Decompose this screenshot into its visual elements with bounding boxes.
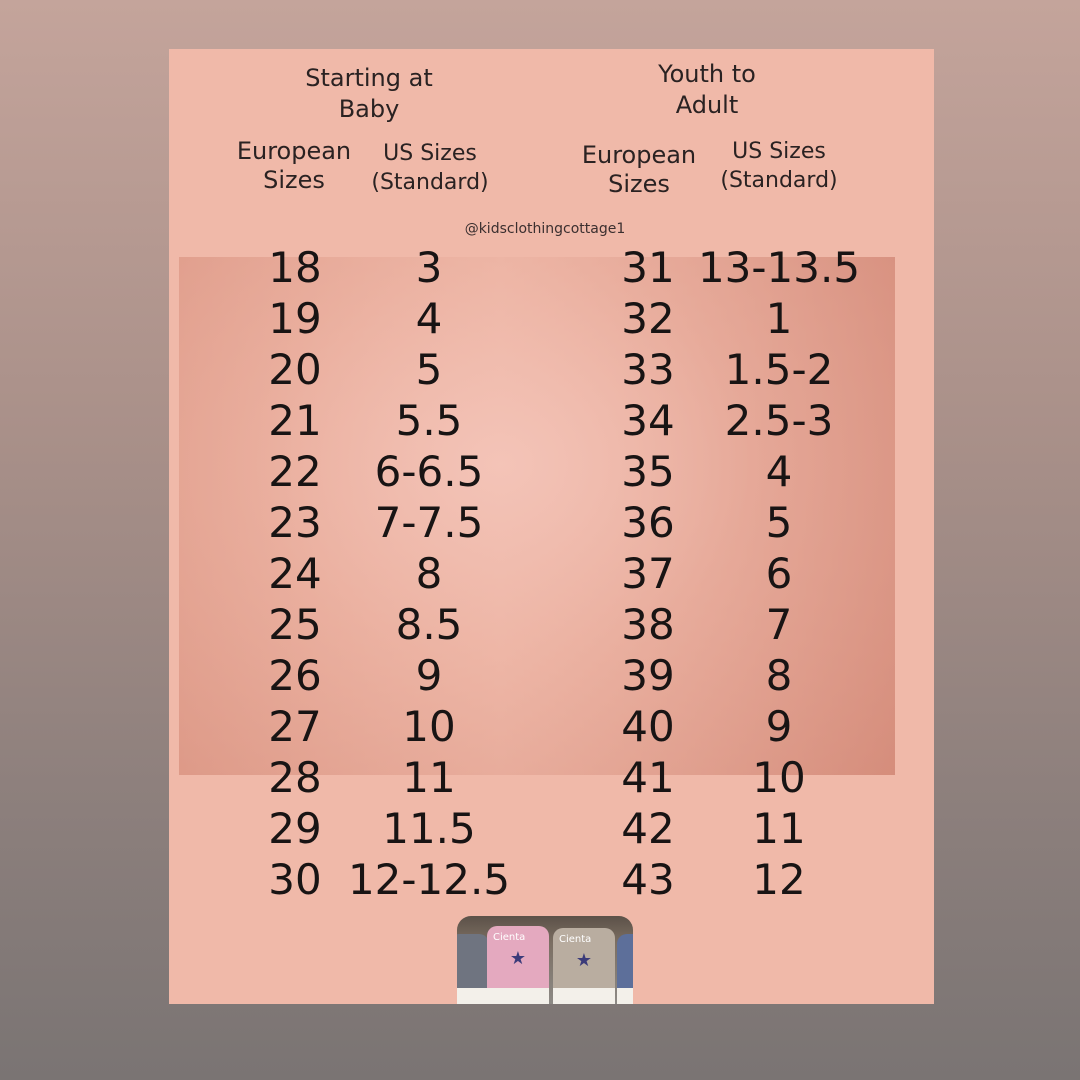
shoe-brand-label: Cienta <box>559 934 592 945</box>
left-us-col-header <box>355 139 505 197</box>
left-eu-size: 27 <box>268 702 322 751</box>
star-icon: ★ <box>509 948 527 969</box>
left-us-size: 11 <box>402 753 456 802</box>
left-us-size: 5 <box>415 345 443 394</box>
shoe-pink <box>487 926 549 1004</box>
left-us-size: 12-12.5 <box>347 855 511 904</box>
left-us-size: 9 <box>415 651 443 700</box>
shoe-sole <box>617 988 633 1004</box>
right-eu-col-header <box>569 141 709 199</box>
left-eu-size: 26 <box>268 651 322 700</box>
right-us-size: 13-13.5 <box>697 243 861 292</box>
star-icon: ★ <box>575 950 593 971</box>
left-eu-size: 18 <box>268 243 322 292</box>
left-us-size: 5.5 <box>395 396 463 445</box>
left-us-size: 3 <box>415 243 443 292</box>
left-eu-size: 23 <box>268 498 322 547</box>
right-eu-size: 40 <box>621 702 675 751</box>
left-us-size: 6-6.5 <box>374 447 484 496</box>
left-us-size: 8 <box>415 549 443 598</box>
right-us-size: 9 <box>765 702 793 751</box>
right-us-size: 1.5-2 <box>724 345 834 394</box>
right-eu-size: 41 <box>621 753 675 802</box>
shoe-brand-label: Cienta <box>493 932 526 943</box>
left-eu-size: 25 <box>268 600 322 649</box>
left-eu-size: 22 <box>268 447 322 496</box>
right-us-size: 5 <box>765 498 793 547</box>
right-us-header-line-2: (Standard) <box>720 168 838 193</box>
left-eu-size: 28 <box>268 753 322 802</box>
right-section-heading <box>627 59 787 121</box>
shoes-photo <box>457 916 633 1004</box>
right-eu-size: 33 <box>621 345 675 394</box>
right-heading-line-2: Adult <box>675 91 739 119</box>
left-us-size: 10 <box>402 702 456 751</box>
shoe-beige <box>553 928 615 1004</box>
right-us-header-line-1: US Sizes <box>732 139 826 164</box>
left-section-heading <box>279 63 459 125</box>
right-us-size: 4 <box>765 447 793 496</box>
left-heading-line-2: Baby <box>338 95 400 123</box>
right-eu-size: 38 <box>621 600 675 649</box>
right-us-size: 1 <box>765 294 793 343</box>
left-eu-size: 19 <box>268 294 322 343</box>
right-eu-header-line-2: Sizes <box>608 170 670 198</box>
shoe-grey <box>457 934 489 1004</box>
right-us-col-header <box>704 137 854 195</box>
right-us-size: 6 <box>765 549 793 598</box>
left-heading-line-1: Starting at <box>305 64 433 92</box>
right-us-size: 2.5-3 <box>724 396 834 445</box>
shoe-sole <box>553 988 615 1004</box>
right-us-size: 12 <box>752 855 806 904</box>
left-us-size: 8.5 <box>395 600 463 649</box>
right-eu-size: 37 <box>621 549 675 598</box>
right-eu-size: 39 <box>621 651 675 700</box>
size-chart-card <box>169 49 934 1004</box>
right-eu-size: 42 <box>621 804 675 853</box>
left-us-size: 11.5 <box>382 804 476 853</box>
left-us-header-line-2: (Standard) <box>371 170 489 195</box>
left-us-header-line-1: US Sizes <box>383 141 477 166</box>
left-us-size: 4 <box>415 294 443 343</box>
right-heading-line-1: Youth to <box>658 60 756 88</box>
right-us-size: 8 <box>765 651 793 700</box>
right-eu-header-line-1: European <box>581 141 697 169</box>
left-eu-size: 30 <box>268 855 322 904</box>
right-eu-size: 43 <box>621 855 675 904</box>
left-eu-size: 29 <box>268 804 322 853</box>
shoe-sole <box>457 988 489 1004</box>
right-eu-size: 31 <box>621 243 675 292</box>
right-eu-size: 32 <box>621 294 675 343</box>
right-us-size: 10 <box>752 753 806 802</box>
right-eu-size: 35 <box>621 447 675 496</box>
left-us-column <box>339 242 519 905</box>
left-us-size: 7-7.5 <box>374 498 484 547</box>
left-eu-size: 24 <box>268 549 322 598</box>
right-eu-size: 34 <box>621 396 675 445</box>
left-eu-header-line-1: European <box>236 137 352 165</box>
right-us-column <box>689 242 869 905</box>
shoe-sole <box>487 988 549 1004</box>
left-eu-size: 21 <box>268 396 322 445</box>
shoe-blue <box>617 934 633 1004</box>
right-eu-size: 36 <box>621 498 675 547</box>
watermark-handle: @kidsclothingcottage1 <box>464 221 626 237</box>
left-eu-header-line-2: Sizes <box>263 166 325 194</box>
right-us-size: 7 <box>765 600 793 649</box>
right-us-size: 11 <box>752 804 806 853</box>
left-eu-col-header <box>224 137 364 195</box>
left-eu-size: 20 <box>268 345 322 394</box>
